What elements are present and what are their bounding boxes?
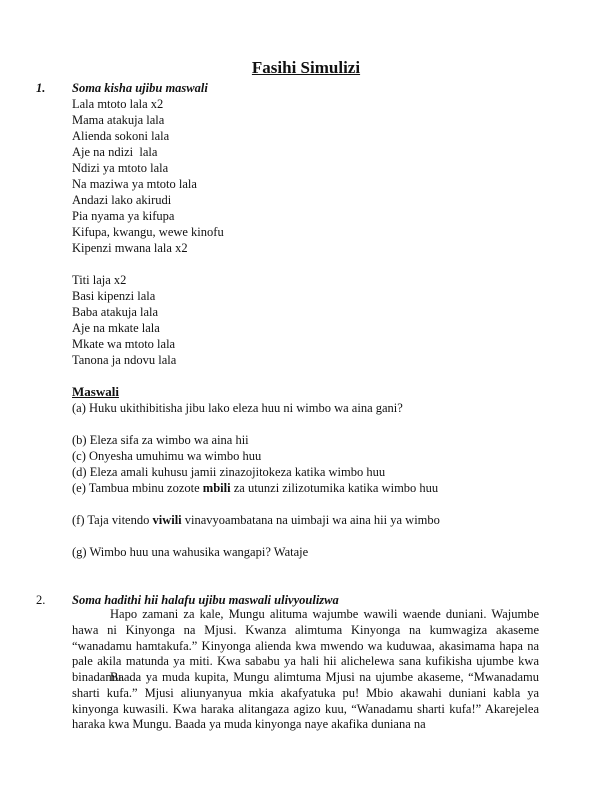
story-paragraph-2: Baada ya muda kupita, Mungu alimtuma Mjusi na ujumbe akaseme, “Mwanadamu sharti kufa.” Mjusi aliunyanyua mkia akafyatuka pu! Mbio akawahi duniani kabla ya kinyonga kuwasili. Kwa haraka alitangaza agizo kuu, “Wanadamu sharti kufa!” Akarejelea haraka kwa Mungu. Baada ya muda kinyonga naye akafika duniana na xyxy=(72,670,539,732)
question-f xyxy=(72,512,440,528)
song-stanza-2 xyxy=(72,272,176,368)
question-2-instruction: Soma hadithi hii halafu ujibu maswali ulivyoulizwa xyxy=(72,593,339,607)
page-title: Fasihi Simulizi xyxy=(251,58,361,77)
song-line: Aje na ndizi lala xyxy=(72,145,158,159)
song-line: Mama atakuja lala xyxy=(72,113,165,127)
song-stanza-1 xyxy=(72,96,224,256)
question-f-emphasis: viwili xyxy=(152,513,182,527)
song-line: Basi kipenzi lala xyxy=(72,289,156,303)
question-1-instruction: Soma kisha ujibu maswali xyxy=(72,81,208,95)
song-line: Andazi lako akirudi xyxy=(72,193,172,207)
question-b: (b) Eleza sifa za wimbo wa aina hii xyxy=(72,433,249,447)
song-line: Tanona ja ndovu lala xyxy=(72,353,177,367)
question-a: (a) Huku ukithibitisha jibu lako eleza huu ni wimbo wa aina gani? xyxy=(72,401,403,415)
song-line: Kipenzi mwana lala x2 xyxy=(72,241,188,255)
question-2-number: 2. xyxy=(36,593,46,607)
song-line: Kifupa, kwangu, wewe kinofu xyxy=(72,225,224,239)
question-f-text-end: vinavyoambatana na uimbaji wa aina hii ya wimbo xyxy=(181,513,440,527)
question-1-number: 1. xyxy=(36,81,46,95)
question-e-text: (e) Tambua mbinu zozote xyxy=(72,481,203,495)
question-c: (c) Onyesha umuhimu wa wimbo huu xyxy=(72,449,262,463)
song-line: Pia nyama ya kifupa xyxy=(72,209,175,223)
question-g: (g) Wimbo huu una wahusika wangapi? Wataje xyxy=(72,545,309,559)
song-line: Ndizi ya mtoto lala xyxy=(72,161,169,175)
question-e-emphasis: mbili xyxy=(202,481,231,495)
question-e xyxy=(72,480,438,496)
song-line: Mkate wa mtoto lala xyxy=(72,337,176,351)
song-line: Titi laja x2 xyxy=(72,273,127,287)
song-line: Baba atakuja lala xyxy=(72,305,159,319)
song-line: Aje na mkate lala xyxy=(72,321,160,335)
song-line: Na maziwa ya mtoto lala xyxy=(72,177,197,191)
maswali-heading: Maswali xyxy=(72,384,119,399)
song-line: Lala mtoto lala x2 xyxy=(72,97,164,111)
song-line: Alienda sokoni lala xyxy=(72,129,170,143)
story-paragraph-1: Hapo zamani za kale, Mungu alituma wajumbe wawili waende duniani. Wajumbe hawa ni Kinyonga na Mjusi. Kwanza alimtuma Kinyonga na kumwagiza akaseme “wanadamu hamtakufa.” Kinyonga aliendа kwa mwendo wa kuduwaa, akasimama hapa na pale akila matunda ya miti. Kwa sababu ya hali hii alichelewa sana kufikisha ujumbe kwa binadamu. xyxy=(72,607,539,685)
question-d: (d) Eleza amali kuhusu jamii zinazojitokeza katika wimbo huu xyxy=(72,465,386,479)
question-f-text: (f) Taja vitendo xyxy=(72,513,153,527)
question-e-text-end: za utunzi zilizotumika katika wimbo huu xyxy=(230,481,439,495)
